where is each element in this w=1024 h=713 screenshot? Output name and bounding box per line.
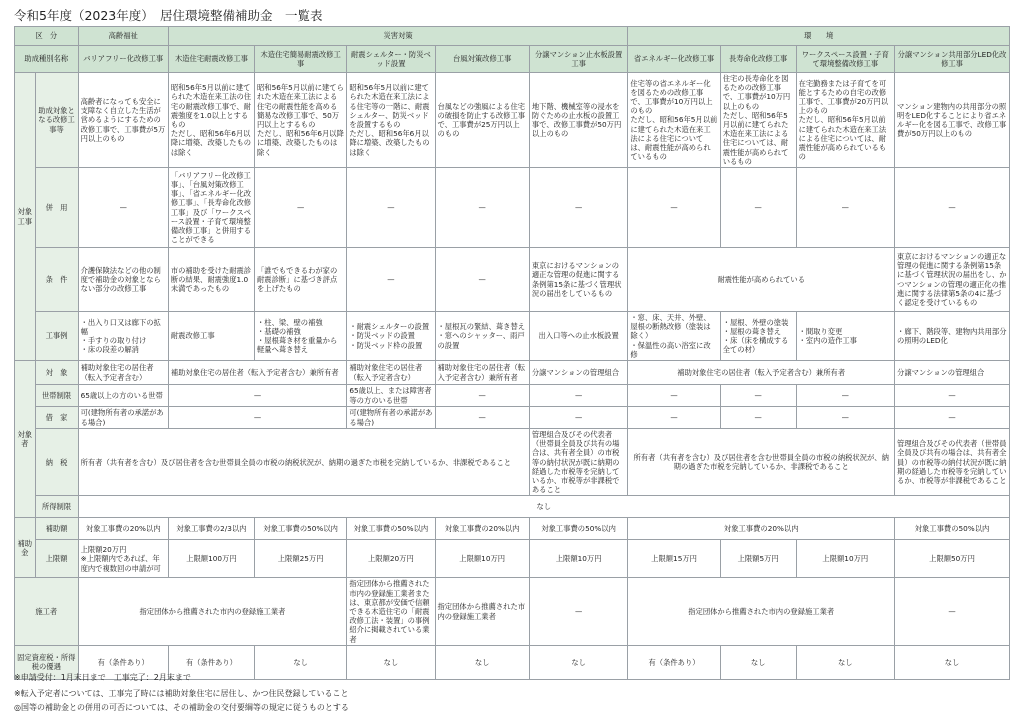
table-cell: — [628, 385, 720, 407]
table-cell: — [435, 385, 529, 407]
side-taisho-koji: 対象工事 [15, 73, 36, 361]
table-cell: なし [255, 645, 347, 679]
table-cell: — [895, 385, 1010, 407]
row-label-jougen: 上限額 [35, 540, 78, 578]
page-title: 令和5年度（2023年度） 居住環境整備補助金 一覧表 [14, 8, 323, 23]
table-cell: 対象工事費の20%以内 [78, 518, 168, 540]
table-cell: 介護保険法などの他の制度で補助金の対象とならない部分の改修工事 [78, 248, 168, 312]
table-cell: 対象工事費の50%以内 [347, 518, 435, 540]
table-cell: — [435, 407, 529, 429]
row-label-kouji: 助成対象となる改修工事等 [35, 73, 78, 168]
table-cell: — [628, 168, 720, 248]
table-cell: ・間取り変更 ・室内の造作工事 [796, 312, 894, 361]
row-label-kotei: 固定資産税・所得税の優遇 [15, 645, 79, 679]
row-label-sekou: 施工者 [15, 578, 79, 645]
josei-label: 助成種別名称 [15, 46, 79, 73]
side-taishosha: 対象者 [15, 361, 36, 518]
table-cell: 分譲マンションの管理組合 [529, 361, 628, 385]
row-shakuya [15, 407, 1010, 429]
table-cell: ・窓、床、天井、外壁、屋根の断熱改修（塗装は除く） ・保温性の高い浴室に改修 [628, 312, 720, 361]
row-kouji-rei [15, 312, 1010, 361]
table-cell: 指定団体から推薦された市内の登録施工業者 [78, 578, 347, 645]
table-cell: — [168, 407, 346, 429]
table-cell: なし [78, 496, 1009, 518]
row-label-heiyou: 併 用 [35, 168, 78, 248]
table-cell: 上限額15万円 [628, 540, 720, 578]
table-cell: 上限額25万円 [255, 540, 347, 578]
side-hojokin: 補助金 [15, 518, 36, 578]
table-cell: — [78, 168, 168, 248]
table-cell: 対象工事費の50%以内 [255, 518, 347, 540]
table-cell: 管理組合及びその代表者（世帯員全員及び共有の場合は、共有者全員）の市税等の納付状況が既に納期の経過した市税等を完納しているか、市税等が非課税であること [529, 429, 628, 496]
table-cell: 上限額50万円 [895, 540, 1010, 578]
table-cell: 高齢者になっても安全に支障なく自立した生活が営めるようにするための改修工事で、工事費が5万円以上のもの [78, 73, 168, 168]
table-cell: なし [435, 645, 529, 679]
table-cell: なし [529, 645, 628, 679]
program-name: 分譲マンション共用部分LED化改修工事 [895, 46, 1010, 73]
table-cell: 住宅等の省エネルギー化を図るための改修工事で、工事費が10万円以上のもの ただし、昭和56年5月以前に建てられた木造在来工法による住宅については、耐震性能が高められているもの [628, 73, 720, 168]
group-environment: 環 境 [628, 27, 1010, 46]
table-cell: マンション建物内の共用部分の照明をLED化することにより省エネルギー化を図る工事で、改修工事費が50万円以上のもの [895, 73, 1010, 168]
table-cell: 出入口等への止水板設置 [529, 312, 628, 361]
table-cell: 可(建物所有者の承諾がある場合) [78, 407, 168, 429]
table-cell: 指定団体から推薦された市内の登録施工業者 [435, 578, 529, 645]
table-cell: 東京におけるマンションの適正な管理の促進に関する条例第15条に基づく管理状況の届出をしているもの [529, 248, 628, 312]
table-cell: 昭和56年5月以前に建てられた木造在来工法の住宅の耐震改修工事で、耐震強度を1.0以上とするもの ただし、昭和56年6月以降に増築、改築したものは除く [168, 73, 254, 168]
table-cell: 対象工事費の50%以内 [895, 518, 1010, 540]
row-kouji [15, 73, 1010, 168]
program-name: ワークスペース設置・子育て環境整備改修工事 [796, 46, 894, 73]
row-nouzei [15, 429, 1010, 496]
table-cell: 上限額10万円 [529, 540, 628, 578]
table-cell: 有（条件あり） [78, 645, 168, 679]
table-cell: 管理組合及びその代表者（世帯員全員及び共有の場合は、共有者全員）の市税等の納付状況が既に納期の経過した市税等を完納しているか、市税等が非課税であること [895, 429, 1010, 496]
table-cell: — [529, 385, 628, 407]
program-name: バリアフリー化改修工事 [78, 46, 168, 73]
row-label-shotoku: 所得制限 [35, 496, 78, 518]
program-name: 長寿命化改修工事 [720, 46, 796, 73]
table-cell: — [529, 578, 628, 645]
table-cell: ・出入り口又は廊下の拡幅 ・手すりの取り付け ・床の段差の解消 [78, 312, 168, 361]
table-cell: 昭和56年5月以前に建てられた木造在来工法による住宅等の一階に、耐震シェルター、防災ベッドを設置するもの ただし、昭和56年6月以降に増築、改築したものは除く [347, 73, 435, 168]
table-cell: 65歳以上の方のいる世帯 [78, 385, 168, 407]
table-cell: 上限額20万円 [347, 540, 435, 578]
table-cell: — [895, 168, 1010, 248]
program-name: 耐震シェルター・防災ベッド設置 [347, 46, 435, 73]
table-cell: 補助対象住宅の居住者（転入予定者含む） [78, 361, 168, 385]
table-cell: 昭和56年5月以前に建てられた木造在来工法による住宅の耐震性能を高める簡易な改修工事で、50万円以上とするもの ただし、昭和56年6月以降に増築、改築したものは除く [255, 73, 347, 168]
table-cell: 対象工事費の20%以内 [628, 518, 895, 540]
table-cell: — [347, 248, 435, 312]
row-label-jouken: 条 件 [35, 248, 78, 312]
table-cell: — [168, 385, 346, 407]
footnote: ※申請受付：1月末日まで 工事完了：2月末まで [14, 673, 191, 682]
table-cell: 補助対象住宅の居住者（転入予定者含む）兼所有者 [168, 361, 346, 385]
table-cell: 指定団体から推薦された市内の登録施工業者または、東京都が安価で信頼できる木造住宅の「耐震改修工法・装置」の事例紹介に掲載されている業者 [347, 578, 435, 645]
row-taisho [15, 361, 1010, 385]
table-cell: — [628, 407, 720, 429]
table-cell: 在宅勤務または子育てを可能とするための自宅の改修工事で、工事費が20万円以上のもの ただし、昭和56年5月以前に建てられた木造在来工法による住宅については、耐震性能が高められているもの [796, 73, 894, 168]
table-cell: — [720, 385, 796, 407]
table-cell: 有（条件あり） [168, 645, 254, 679]
table-cell: — [435, 248, 529, 312]
group-elderly: 高齢福祉 [78, 27, 168, 46]
table-cell: — [720, 168, 796, 248]
row-label-setai: 世帯制限 [35, 385, 78, 407]
table-cell: 対象工事費の50%以内 [529, 518, 628, 540]
table-cell: ・耐震シェルターの設置 ・防災ベッドの設置 ・防災ベッド枠の設置 [347, 312, 435, 361]
table-cell: — [720, 407, 796, 429]
table-cell: 上限額5万円 [720, 540, 796, 578]
row-heiyou [15, 168, 1010, 248]
table-cell: 補助対象住宅の居住者（転入予定者含む）兼所有者 [628, 361, 895, 385]
table-cell: — [255, 168, 347, 248]
table-cell: 耐震性能が高められている [628, 248, 895, 312]
row-jouken [15, 248, 1010, 312]
program-name: 木造住宅簡易耐震改修工事 [255, 46, 347, 73]
table-cell: — [796, 168, 894, 248]
table-cell: 可(建物所有者の承諾がある場合) [347, 407, 435, 429]
table-cell: — [347, 168, 435, 248]
table-cell: — [796, 407, 894, 429]
table-cell: 上限額20万円 ※上限額内であれば、年度内で複数回の申請が可 [78, 540, 168, 578]
table-cell: 有（条件あり） [628, 645, 720, 679]
row-label-kouji-rei: 工事例 [35, 312, 78, 361]
table-cell: — [796, 385, 894, 407]
table-cell: — [895, 578, 1010, 645]
table-cell: ・屋根瓦の緊結、葺き替え ・窓へのシャッター、雨戸の設置 [435, 312, 529, 361]
table-cell: 耐震改修工事 [168, 312, 254, 361]
table-cell: 上限額10万円 [435, 540, 529, 578]
table-cell: ・屋根、外壁の塗装 ・屋根の葺き替え ・床（床を構成する全ての材） [720, 312, 796, 361]
table-cell: 上限額10万円 [796, 540, 894, 578]
program-name: 木造住宅耐震改修工事 [168, 46, 254, 73]
table-cell: なし [720, 645, 796, 679]
table-cell: 住宅の長寿命化を図るための改修工事で、工事費が10万円以上のもの ただし、昭和56年5月以前に建てられた木造在来工法による住宅については、耐震性能が高められているもの [720, 73, 796, 168]
program-name: 分譲マンション止水板設置工事 [529, 46, 628, 73]
program-name: 省エネルギー化改修工事 [628, 46, 720, 73]
row-label-shakuya: 借 家 [35, 407, 78, 429]
table-cell: なし [347, 645, 435, 679]
table-cell: ・柱、梁、壁の補強 ・基礎の補強 ・屋根葺き材を重量から軽量へ葺き替え [255, 312, 347, 361]
kubun-header: 区 分 [15, 27, 79, 46]
row-setai [15, 385, 1010, 407]
row-shotoku [15, 496, 1010, 518]
table-cell: 「バリアフリー化改修工事」、「台風対策改修工事」、「省エネルギー化改修工事」、「長寿命化改修工事」及び「ワークスペース設置・子育て環境整備改修工事」と併用することができる [168, 168, 254, 248]
row-sekou [15, 578, 1010, 645]
row-jougen [15, 540, 1010, 578]
table-cell: 所有者（共有者を含む）及び居住者を含む世帯員全員の市税の納税状況が、納期の過ぎた市税を完納しているか、非課税であること [628, 429, 895, 496]
table-cell: 東京におけるマンションの適正な管理の促進に関する条例第15条に基づく管理状況の届出をし、かつマンションの管理の適正化の推進に関する法律第5条の4に基づく認定を受けているもの [895, 248, 1010, 312]
table-cell: ・廊下、階段等、建物内共用部分の照明のLED化 [895, 312, 1010, 361]
header-program-row [15, 46, 1010, 73]
table-cell: 市の補助を受けた耐震診断の結果、耐震強度1.0未満であったもの [168, 248, 254, 312]
table-cell: 65歳以上、または障害者等の方のいる世帯 [347, 385, 435, 407]
table-cell: なし [796, 645, 894, 679]
table-cell: 対象工事費の20%以内 [435, 518, 529, 540]
table-cell: 所有者（共有者を含む）及び居住者を含む世帯員全員の市税の納税状況が、納期の過ぎた市税を完納しているか、非課税であること [78, 429, 529, 496]
table-cell: 補助対象住宅の居住者（転入予定者含む）兼所有者 [435, 361, 529, 385]
row-hojogaku [15, 518, 1010, 540]
subsidy-table [14, 26, 1010, 680]
table-cell: 指定団体から推薦された市内の登録施工業者 [628, 578, 895, 645]
table-cell: 上限額100万円 [168, 540, 254, 578]
table-cell: 対象工事費の2/3以内 [168, 518, 254, 540]
footnote: ※転入予定者については、工事完了時には補助対象住宅に居住し、かつ住民登録していること [14, 689, 349, 698]
table-cell: — [529, 407, 628, 429]
table-cell: 補助対象住宅の居住者（転入予定者含む） [347, 361, 435, 385]
table-cell: なし [895, 645, 1010, 679]
program-name: 台風対策改修工事 [435, 46, 529, 73]
row-label-taisho: 対 象 [35, 361, 78, 385]
table-cell: — [529, 168, 628, 248]
table-cell: 分譲マンションの管理組合 [895, 361, 1010, 385]
header-group-row [15, 27, 1010, 46]
table-cell: 「誰でもできるわが家の耐震診断」に基づき評点を上げたもの [255, 248, 347, 312]
group-disaster: 災害対策 [168, 27, 628, 46]
table-cell: 台風などの強風による住宅の破損を防止する改修工事で、工事費が25万円以上のもの [435, 73, 529, 168]
row-label-nouzei: 納 税 [35, 429, 78, 496]
table-cell: — [895, 407, 1010, 429]
row-label-hojogaku: 補助額 [35, 518, 78, 540]
footnote: ◎国等の補助金との併用の可否については、その補助金の交付要綱等の規定に従うものとする [14, 703, 349, 712]
table-cell: 地下階、機械室等の浸水を防ぐための止水板の設置工事で、改修工事費が50万円以上のもの [529, 73, 628, 168]
table-cell: — [435, 168, 529, 248]
